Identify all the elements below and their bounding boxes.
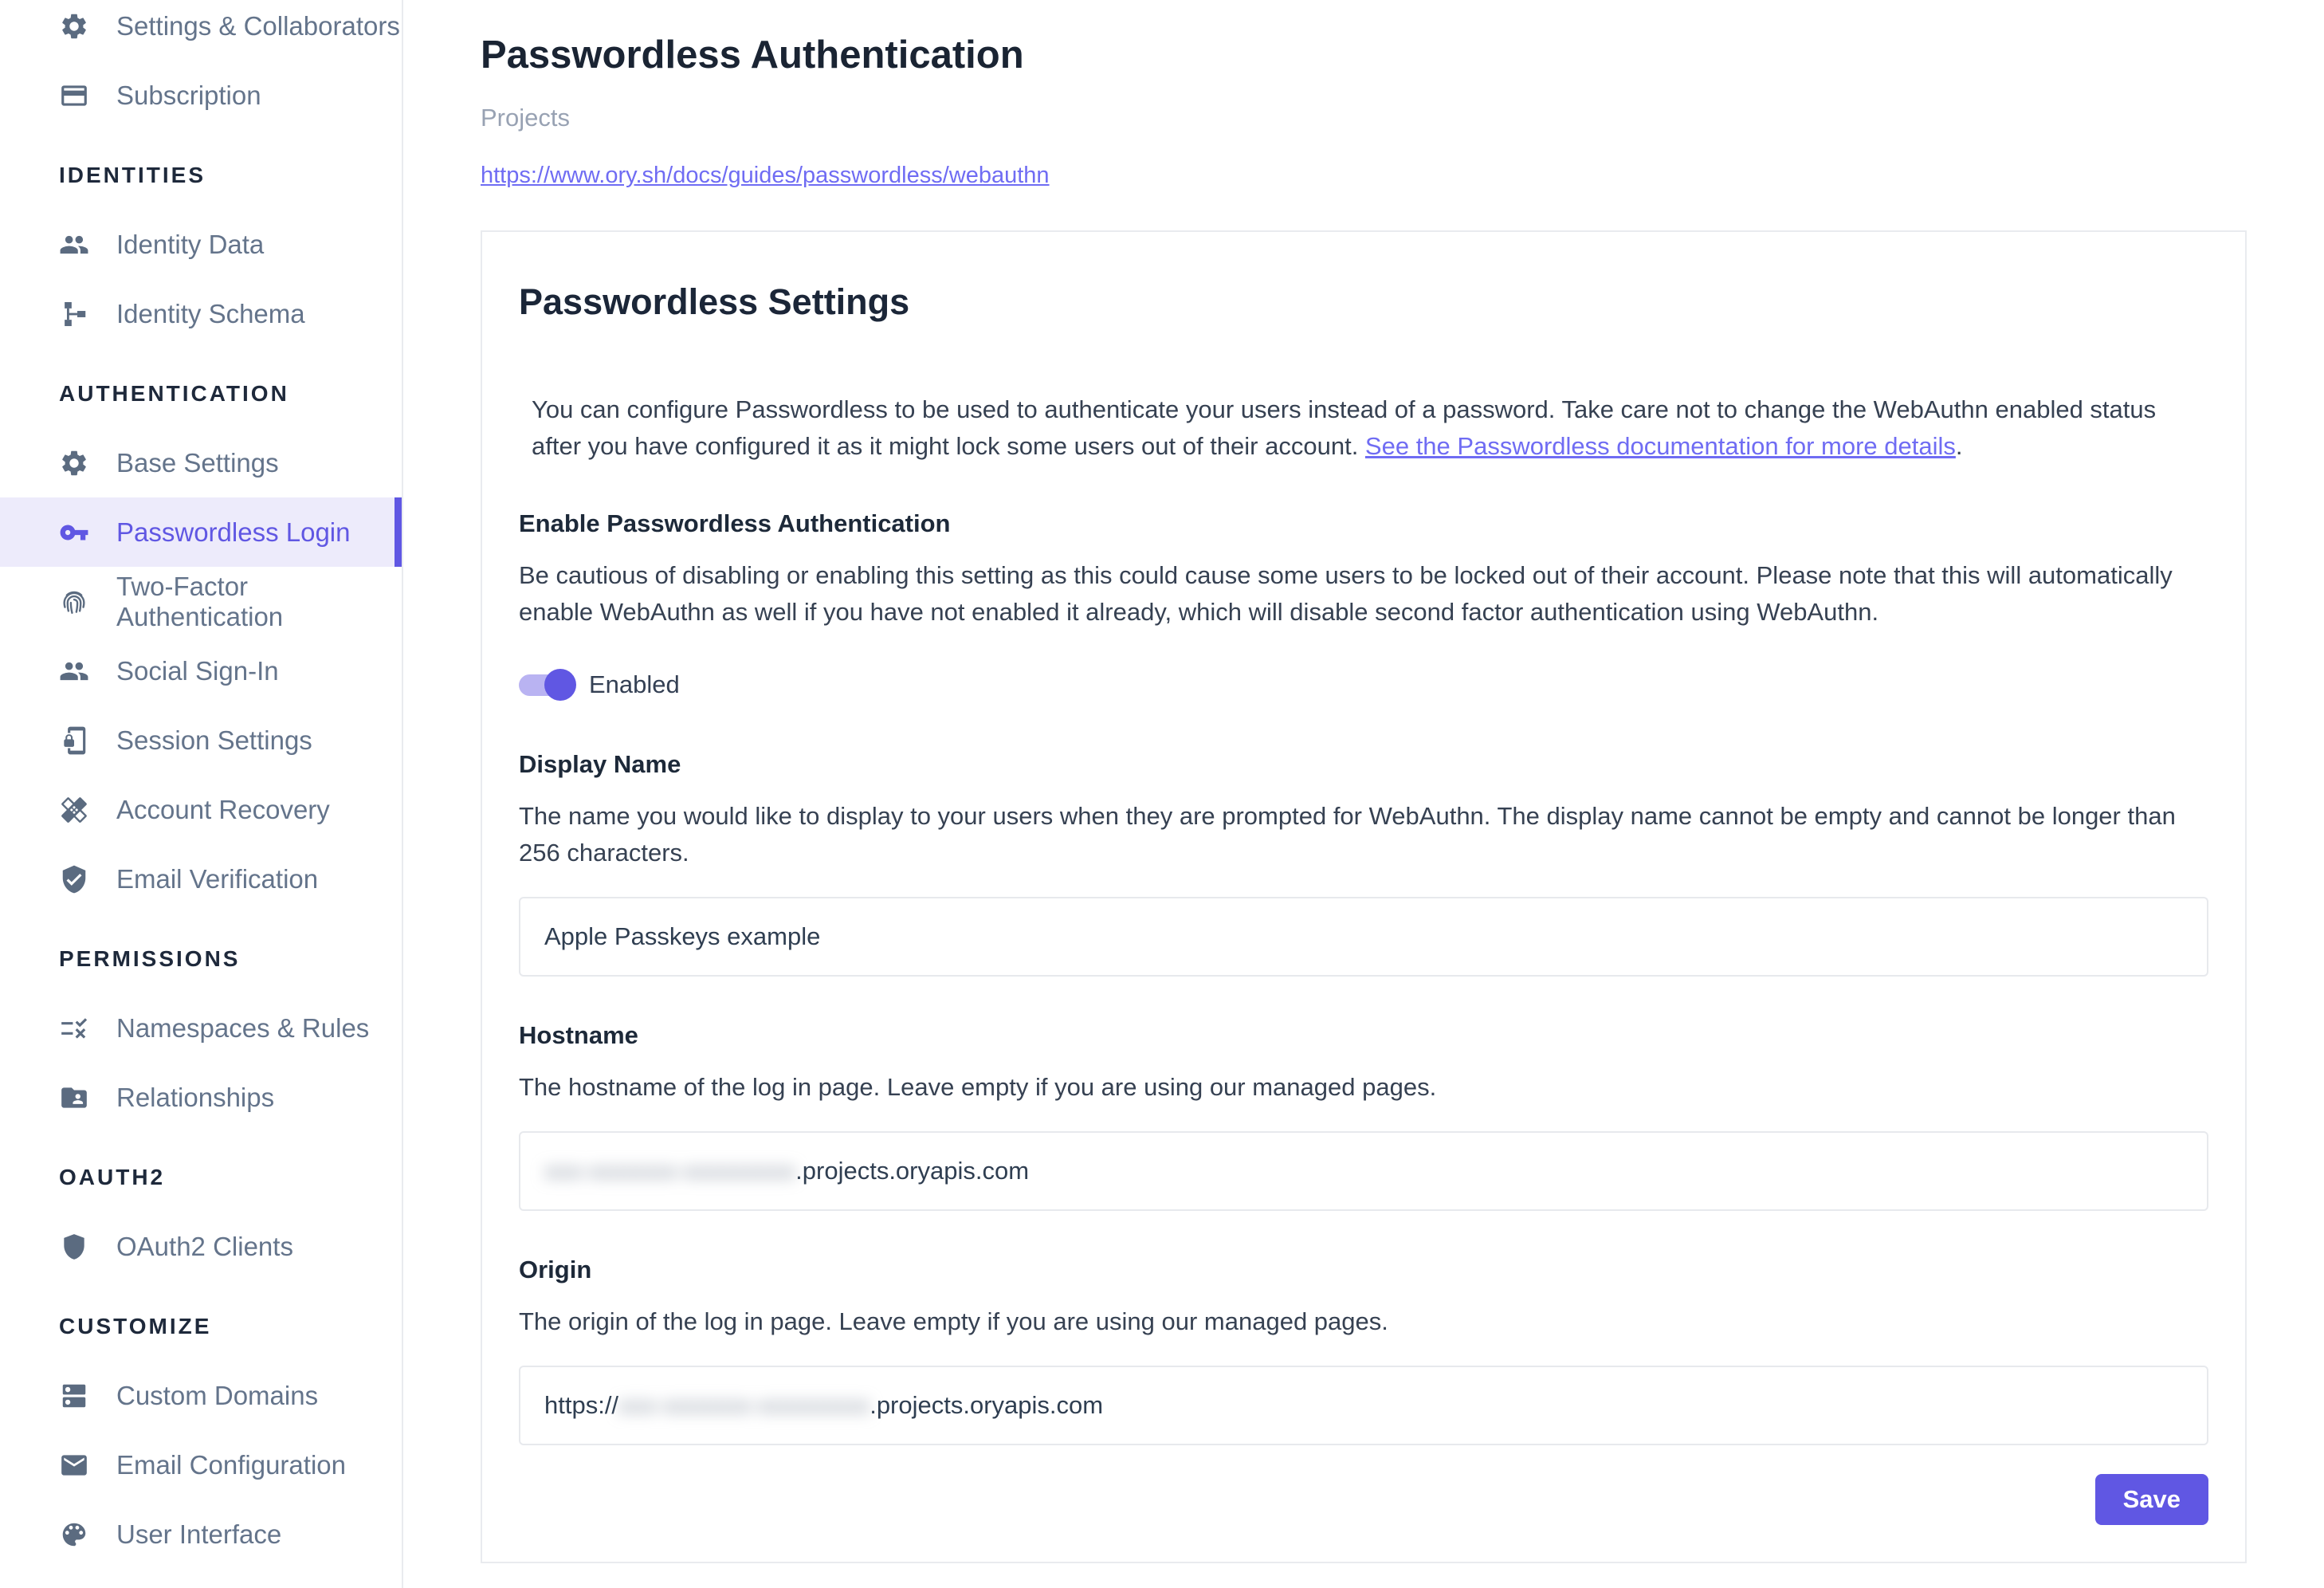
sidebar-item-label: Subscription	[116, 80, 261, 110]
breadcrumb: Projects	[481, 104, 570, 132]
enable-passwordless-description: Be cautious of disabling or enabling this setting as this could cause some users to be locked out of their account. Please note that this will automatically enable WebAuthn as well if you have not enabled it already, which will disable second factor authentication using WebAuthn.	[519, 561, 2173, 626]
schema-icon	[59, 299, 89, 329]
key-icon	[59, 517, 89, 548]
sidebar-item-label: Passwordless Login	[116, 517, 351, 547]
display-name-description: The name you would like to display to your users when they are prompted for WebAuthn. The display name cannot be empty and cannot be longer than 256 characters.	[519, 802, 2176, 867]
people-icon	[59, 230, 89, 260]
sidebar-item-label: Base Settings	[116, 447, 279, 478]
sidebar-item-label: Email Verification	[116, 863, 319, 894]
sidebar-item-label: Email Configuration	[116, 1449, 346, 1480]
sidebar-item-session-settings[interactable]	[0, 706, 402, 775]
gear-icon	[59, 448, 89, 478]
shield-icon	[59, 1232, 89, 1262]
sidebar-item-label: Social Sign-In	[116, 655, 279, 686]
sidebar-item-social-sign-in[interactable]	[0, 636, 402, 706]
sidebar-item-label: Relationships	[116, 1082, 275, 1112]
intro-text-period: .	[1955, 432, 1963, 460]
sidebar-item-label: Settings & Collaborators	[116, 10, 400, 41]
sidebar-item-custom-domains[interactable]	[0, 1361, 402, 1430]
passwordless-doc-link[interactable]: See the Passwordless documentation for more details	[1364, 432, 1956, 460]
sidebar-item-label: Namespaces & Rules	[116, 1012, 370, 1043]
gear-icon	[59, 11, 89, 41]
rule-icon	[59, 1013, 89, 1044]
healing-icon	[59, 795, 89, 825]
hostname-suffix: .projects.oryapis.com	[795, 1157, 1030, 1185]
sidebar-item-label: Account Recovery	[116, 794, 330, 824]
sidebar-item-label: Session Settings	[116, 725, 312, 755]
phone-lock-icon	[59, 725, 89, 756]
people-icon	[59, 656, 89, 686]
sidebar-section-header: CUSTOMIZE	[59, 1313, 212, 1338]
sidebar-section-header: AUTHENTICATION	[59, 380, 289, 406]
redacted-text: xxx-xxxxxxx-xxxxxxxxx	[618, 1391, 870, 1419]
sidebar-item-email-verification[interactable]	[0, 844, 402, 914]
passwordless-settings-card	[481, 230, 2247, 1563]
folder-user-icon	[59, 1083, 89, 1113]
hostname-description: The hostname of the log in page. Leave empty if you are using our managed pages.	[519, 1073, 1437, 1101]
sidebar	[0, 0, 403, 1588]
sidebar-item-settings-collaborators[interactable]	[0, 0, 402, 61]
sidebar-item-passwordless-login[interactable]	[0, 497, 402, 567]
sidebar-item-namespaces-rules[interactable]	[0, 993, 402, 1063]
sidebar-item-relationships[interactable]	[0, 1063, 402, 1132]
enable-passwordless-label: Enable Passwordless Authentication	[519, 509, 951, 537]
intro-text: You can configure Passwordless to be used to authenticate your users instead of a password. Take care not to change the WebAuthn enabled status after you have configured it as it might lock some users out of their account.	[532, 395, 2157, 460]
origin-suffix: .projects.oryapis.com	[870, 1391, 1104, 1419]
main-content	[403, 0, 2324, 1563]
sidebar-item-account-recovery[interactable]	[0, 775, 402, 844]
sidebar-item-label: Custom Domains	[116, 1380, 319, 1410]
sidebar-section-header: OAUTH2	[59, 1164, 166, 1189]
card-title: Passwordless Settings	[519, 281, 910, 322]
toggle-knob-icon	[544, 669, 576, 701]
palette-icon	[59, 1519, 89, 1550]
hostname-input[interactable]	[519, 1131, 2208, 1211]
display-name-label: Display Name	[519, 750, 681, 778]
sidebar-item-email-configuration[interactable]	[0, 1430, 402, 1500]
envelope-icon	[59, 1450, 89, 1480]
sidebar-item-identity-schema[interactable]	[0, 279, 402, 348]
toggle-row	[519, 664, 2208, 706]
sidebar-item-subscription[interactable]	[0, 61, 402, 130]
sidebar-section-header: IDENTITIES	[59, 162, 206, 187]
origin-prefix: https://	[544, 1391, 619, 1419]
sidebar-item-label: Identity Data	[116, 229, 265, 259]
passwordless-toggle[interactable]	[519, 674, 575, 696]
sidebar-item-two-factor-authentication[interactable]	[0, 567, 402, 636]
sidebar-item-identity-data[interactable]	[0, 210, 402, 279]
display-name-input[interactable]	[519, 897, 2208, 977]
origin-description: The origin of the log in page. Leave empty if you are using our managed pages.	[519, 1307, 1388, 1335]
save-row	[519, 1474, 2208, 1525]
shield-check-icon	[59, 864, 89, 894]
sidebar-item-label: Two-Factor Authentication	[116, 571, 284, 631]
origin-input[interactable]	[519, 1366, 2208, 1445]
sidebar-item-oauth2-clients[interactable]	[0, 1212, 402, 1281]
card-intro	[532, 391, 2208, 465]
redacted-text: xxx-xxxxxxx-xxxxxxxxx	[544, 1157, 796, 1185]
fingerprint-icon	[59, 587, 89, 617]
origin-label: Origin	[519, 1256, 592, 1283]
sidebar-section-header: PERMISSIONS	[59, 945, 241, 971]
sidebar-item-base-settings[interactable]	[0, 428, 402, 497]
hostname-label: Hostname	[519, 1021, 638, 1049]
sidebar-item-label: OAuth2 Clients	[116, 1231, 293, 1261]
sidebar-nav	[0, 0, 402, 1569]
sidebar-item-label: Identity Schema	[116, 298, 305, 328]
toggle-label: Enabled	[589, 670, 680, 698]
sidebar-item-label: User Interface	[116, 1519, 282, 1549]
sidebar-item-user-interface[interactable]	[0, 1500, 402, 1569]
save-button[interactable]: Save	[2095, 1474, 2208, 1525]
dns-icon	[59, 1381, 89, 1411]
credit-card-icon	[59, 81, 89, 111]
doc-link[interactable]: https://www.ory.sh/docs/guides/passwordless/webauthn	[481, 163, 1050, 188]
display-name-value: Apple Passkeys example	[544, 922, 821, 950]
page-title: Passwordless Authentication	[481, 33, 1024, 77]
